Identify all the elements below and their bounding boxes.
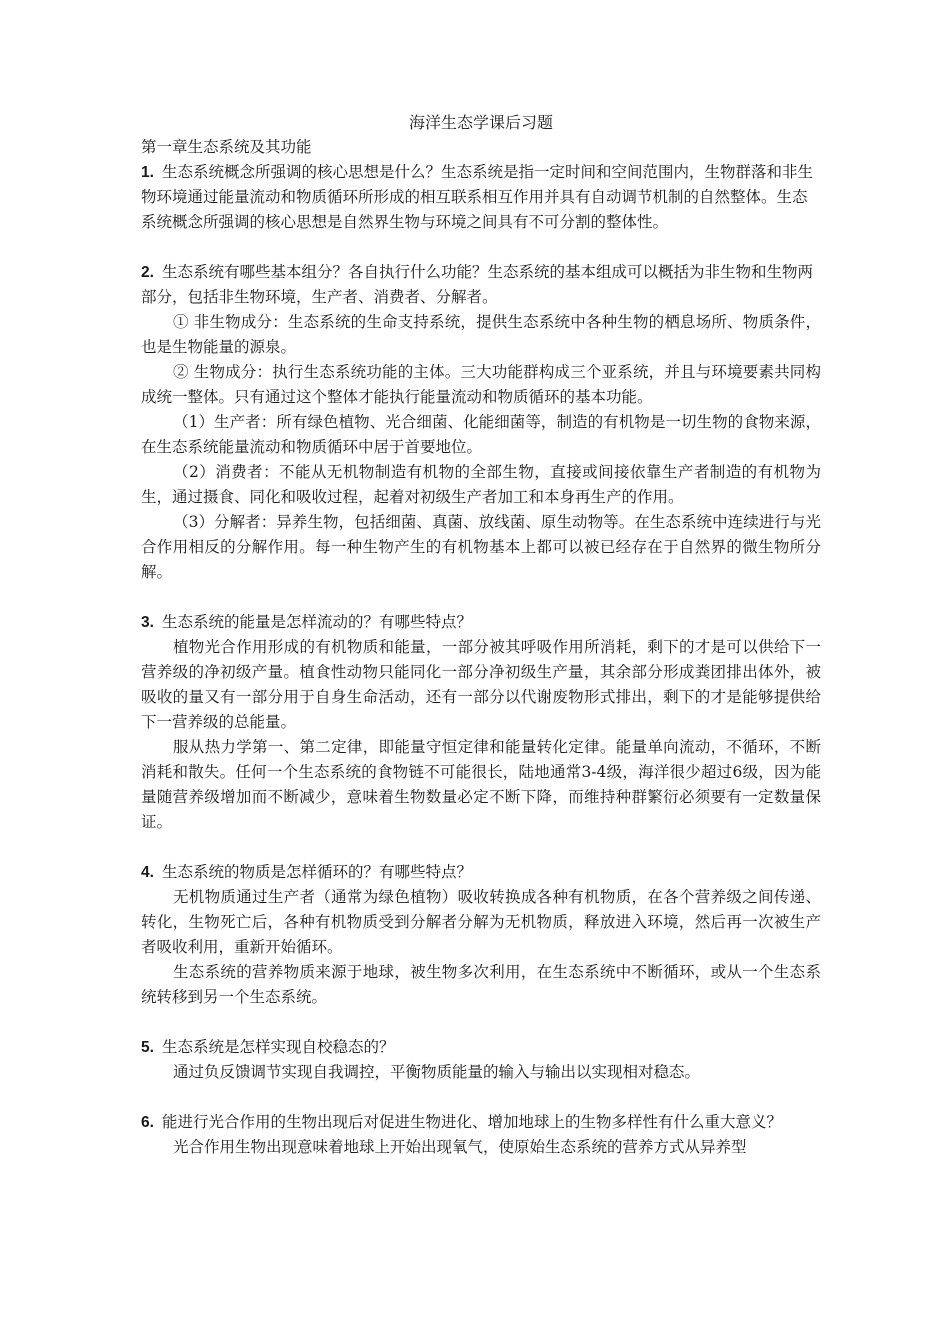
answer-paragraph: 植物光合作用形成的有机物质和能量，一部分被其呼吸作用所消耗，剩下的才是可以供给下一营养级的净初级产量。植食性动物只能同化一部分净初级生产量，其余部分形成粪团排出体外，被吸收的量又有一部分用于自身生命活动，还有一部分以代谢废物形式排出，剩下的才是能够提供给下一营养级的总能量。 <box>141 638 821 731</box>
question-number: 1. <box>141 164 154 181</box>
chapter-heading: 第一章生态系统及其功能 <box>141 138 312 156</box>
question-number: 4. <box>141 864 154 881</box>
question-text: 生态系统有哪些基本组分？各自执行什么功能？生态系统的基本组成可以概括为非生物和生物两部分，包括非生物环境，生产者、消费者、分解者。 <box>141 263 813 306</box>
answer-paragraph: （3）分解者：异养生物，包括细菌、真菌、放线菌、原生动物等。在生态系统中连续进行与光合作用相反的分解作用。每一种生物产生的有机物基本上都可以被已经存在于自然界的微生物所分解。 <box>141 513 821 581</box>
question-number: 3. <box>141 614 154 631</box>
answer-paragraph: ① 非生物成分：生态系统的生命支持系统，提供生态系统中各种生物的栖息场所、物质条件，也是生物能量的源泉。 <box>141 313 821 356</box>
answer-paragraph: 无机物质通过生产者（通常为绿色植物）吸收转换成各种有机物质，在各个营养级之间传递、转化，生物死亡后，各种有机物质受到分解者分解为无机物质，释放进入环境，然后再一次被生产者吸收利用，重新开始循环。 <box>141 888 821 956</box>
document-title: 海洋生态学课后习题 <box>408 113 553 132</box>
question-3 <box>141 610 821 635</box>
question-text: 能进行光合作用的生物出现后对促进生物进化、增加地球上的生物多样性有什么重大意义？ <box>161 1113 782 1131</box>
question-number: 6. <box>141 1114 154 1131</box>
question-6 <box>141 1110 821 1135</box>
question-1 <box>141 160 821 235</box>
question-5 <box>141 1035 821 1060</box>
answer-paragraph: （1）生产者：所有绿色植物、光合细菌、化能细菌等，制造的有机物是一切生物的食物来源，在生态系统能量流动和物质循环中居于首要地位。 <box>141 413 821 456</box>
question-number: 2. <box>141 264 154 281</box>
question-text: 生态系统的物质是怎样循环的？有哪些特点？ <box>161 863 472 881</box>
answer-paragraph: （2）消费者：不能从无机物制造有机物的全部生物，直接或间接依靠生产者制造的有机物为生，通过摄食、同化和吸收过程，起着对初级生产者加工和本身再生产的作用。 <box>141 463 821 506</box>
question-number: 5. <box>141 1039 154 1056</box>
question-2 <box>141 260 821 310</box>
question-text: 生态系统的能量是怎样流动的？有哪些特点？ <box>161 613 472 631</box>
answer-paragraph: ② 生物成分：执行生态系统功能的主体。三大功能群构成三个亚系统，并且与环境要素共同构成统一整体。只有通过这个整体才能执行能量流动和物质循环的基本功能。 <box>141 363 821 406</box>
document-page <box>141 108 821 1160</box>
question-4 <box>141 860 821 885</box>
question-text: 生态系统概念所强调的核心思想是什么？生态系统是指一定时间和空间范围内，生物群落和非生物环境通过能量流动和物质循环所形成的相互联系相互作用并具有自动调节机制的自然整体。生态系统概念所强调的核心思想是自然界生物与环境之间具有不可分割的整体性。 <box>141 163 813 231</box>
answer-paragraph: 光合作用生物出现意味着地球上开始出现氧气，使原始生态系统的营养方式从异养型 <box>173 1138 747 1156</box>
question-text: 生态系统是怎样实现自校稳态的？ <box>161 1038 395 1056</box>
answer-paragraph: 通过负反馈调节实现自我调控，平衡物质能量的输入与输出以实现相对稳态。 <box>173 1063 701 1081</box>
answer-paragraph: 生态系统的营养物质来源于地球，被生物多次利用，在生态系统中不断循环，或从一个生态系统转移到另一个生态系统。 <box>141 963 821 1006</box>
answer-paragraph: 服从热力学第一、第二定律，即能量守恒定律和能量转化定律。能量单向流动，不循环，不断消耗和散失。任何一个生态系统的食物链不可能很长，陆地通常3-4级，海洋很少超过6级，因为能量随营养级增加而不断减少，意味着生物数量必定不断下降，而维持种群繁衍必须要有一定数量保证。 <box>141 738 821 831</box>
